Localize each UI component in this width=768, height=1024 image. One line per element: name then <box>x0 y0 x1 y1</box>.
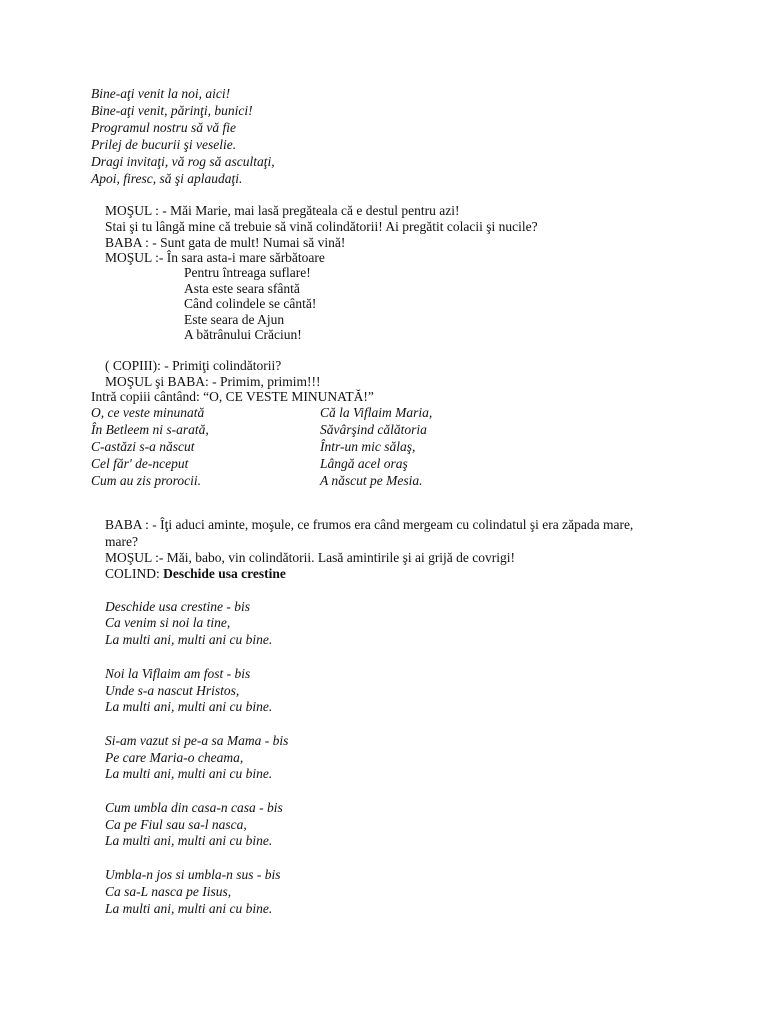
intro-line: Bine-aţi venit, părinţi, bunici! <box>91 103 253 118</box>
carol-row <box>91 456 751 473</box>
poem-line: Când colindele se cântă! <box>184 296 317 311</box>
carol-row <box>91 439 751 456</box>
intro-line: Programul nostru să vă fie <box>91 120 236 135</box>
intro-line: Bine-aţi venit la noi, aici! <box>91 86 231 101</box>
poem-line: Pentru întreaga suflare! <box>184 265 311 280</box>
dialog-line: Stai şi tu lângă mine că trebuie să vină colindătorii! Ai pregătit colacii şi nucile? <box>105 219 538 234</box>
stanza-line: Si-am vazut si pe-a sa Mama - bis <box>105 733 289 748</box>
stanza-line: Pe care Maria-o cheama, <box>105 750 244 765</box>
carol-right-line: Că la Viflaim Maria, <box>320 405 433 420</box>
poem-line: Asta este seara sfântă <box>184 281 300 296</box>
stanza-line: Ca venim si noi la tine, <box>105 615 231 630</box>
poem-line: A bătrânului Crăciun! <box>184 327 302 342</box>
poem-line: Este seara de Ajun <box>184 312 285 327</box>
carol-left-line: C-astăzi s-a născut <box>91 439 195 454</box>
stanza-line: Deschide usa crestine - bis <box>105 599 250 614</box>
stage-direction: Intră copiii cântând: “O, CE VESTE MINUNATĂ!” <box>91 389 374 404</box>
stanza-line: La multi ani, multi ani cu bine. <box>105 766 273 781</box>
carol-row <box>91 473 751 490</box>
carol-row <box>91 422 751 439</box>
colind-heading <box>105 566 286 583</box>
stanza-line: La multi ani, multi ani cu bine. <box>105 632 273 647</box>
stanza-line: Unde s-a nascut Hristos, <box>105 683 240 698</box>
intro-line: Prilej de bucurii şi veselie. <box>91 137 237 152</box>
carol-right-line: Lângă acel oraş <box>320 456 408 471</box>
stanza-line: Noi la Viflaim am fost - bis <box>105 666 251 681</box>
carol-left-line: Cel făr' de-nceput <box>91 456 189 471</box>
intro-line: Dragi invitaţi, vă rog să ascultaţi, <box>91 154 275 169</box>
stanza-line: Umbla-n jos si umbla-n sus - bis <box>105 867 281 882</box>
dialog-line: MOŞUL : - Măi Marie, mai lasă pregăteala că e destul pentru azi! <box>105 203 460 218</box>
dialog-line: BABA : - Sunt gata de mult! Numai să vină! <box>105 235 346 250</box>
dialog-line: ( COPIII): - Primiţi colindătorii? <box>105 358 282 373</box>
stanza-line: Ca sa-L nasca pe Iisus, <box>105 884 232 899</box>
carol-right-line: Într-un mic sălaş, <box>320 439 416 454</box>
dialog-line: MOŞUL şi BABA: - Primim, primim!!! <box>105 374 321 389</box>
dialog-line: BABA : - Îţi aduci aminte, moşule, ce frumos era când mergeam cu colindatul şi era zăpada mare, mare? <box>105 517 634 549</box>
stanza-line: Cum umbla din casa-n casa - bis <box>105 800 283 815</box>
stanza-line: La multi ani, multi ani cu bine. <box>105 901 273 916</box>
carol-left-line: O, ce veste minunată <box>91 405 205 420</box>
stanza-line: La multi ani, multi ani cu bine. <box>105 833 273 848</box>
stanza-line: La multi ani, multi ani cu bine. <box>105 699 273 714</box>
carol-right-line: A născut pe Mesia. <box>320 473 423 488</box>
carol-left-line: În Betleem ni s-arată, <box>91 422 209 437</box>
colind-label: COLIND: <box>105 566 164 581</box>
stanza-line: Ca pe Fiul sau sa-l nasca, <box>105 817 247 832</box>
carol-left-line: Cum au zis prorocii. <box>91 473 202 488</box>
carol-right-line: Săvârşind călătoria <box>320 422 427 437</box>
dialog-line: MOŞUL :- În sara asta-i mare sărbătoare <box>105 250 325 265</box>
dialog-line: MOŞUL :- Măi, babo, vin colindătorii. Lasă amintirile şi ai grijă de covrigi! <box>105 550 516 565</box>
intro-line: Apoi, firesc, să şi aplaudaţi. <box>91 171 243 186</box>
carol-row <box>91 405 751 422</box>
colind-title: Deschide usa crestine <box>163 566 286 581</box>
